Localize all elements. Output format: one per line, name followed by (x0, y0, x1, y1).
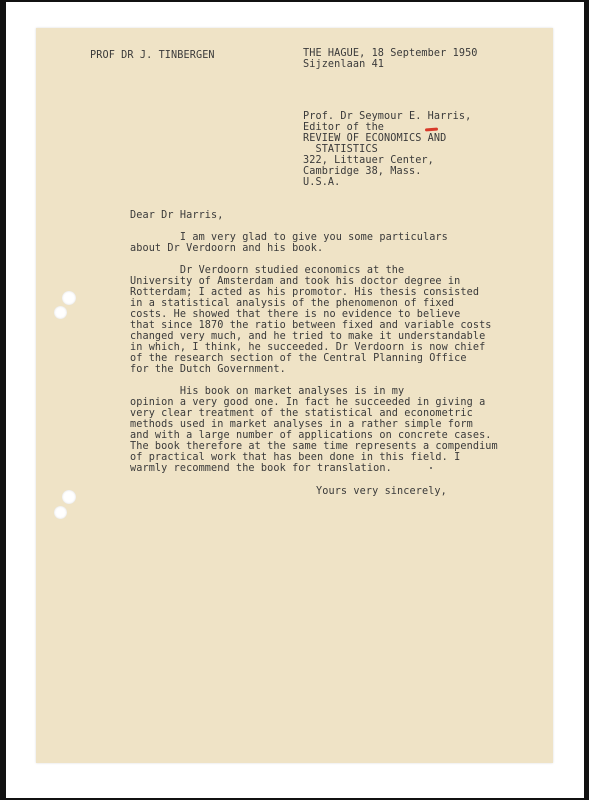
body-line: warmly recommend the book for translation. (130, 463, 392, 474)
body-line: in which, I think, he succeeded. Dr Verdoorn is now chief (130, 342, 486, 353)
recipient-line: Prof. Dr Seymour E. Harris, (303, 111, 472, 122)
recipient-line: STATISTICS (303, 144, 378, 155)
body-line: I am very glad to give you some particulars (130, 232, 448, 243)
body-line: The book therefore at the same time represents a compendium (130, 441, 498, 452)
body-line: that since 1870 the ratio between fixed and variable costs (130, 320, 492, 331)
body-line: very clear treatment of the statistical and econometric (130, 408, 473, 419)
body-line: Dr Verdoorn studied economics at the (130, 265, 405, 276)
body-line: of practical work that has been done in this field. I (130, 452, 461, 463)
body-line: University of Amsterdam and took his doctor degree in (130, 276, 461, 287)
punch-hole-bottom-a (62, 490, 76, 504)
recipient-line: 322, Littauer Center, (303, 155, 434, 166)
street-address: Sijzenlaan 41 (303, 59, 385, 70)
closing: Yours very sincerely, (316, 486, 447, 497)
body-line: costs. He showed that there is no evidence to believe (130, 309, 461, 320)
body-line: of the research section of the Central Planning Office (130, 353, 467, 364)
sender-name: PROF DR J. TINBERGEN (90, 50, 215, 61)
body-line: about Dr Verdoorn and his book. (130, 243, 324, 254)
body-line: for the Dutch Government. (130, 364, 286, 375)
recipient-line: Cambridge 38, Mass. (303, 166, 422, 177)
place-date: THE HAGUE, 18 September 1950 (303, 48, 478, 59)
body-line: and with a large number of applications on concrete cases. (130, 430, 492, 441)
body-line: His book on market analyses is in my (130, 386, 405, 397)
recipient-line: U.S.A. (303, 177, 341, 188)
salutation: Dear Dr Harris, (130, 210, 224, 221)
body-line: Rotterdam; I acted as his promotor. His thesis consisted (130, 287, 480, 298)
punch-hole-top-b (54, 306, 67, 319)
punch-hole-top-a (62, 291, 76, 305)
body-line: methods used in market analyses in a rather simple form (130, 419, 473, 430)
body-line: opinion a very good one. In fact he succeeded in giving a (130, 397, 486, 408)
stray-ink-dot (430, 467, 432, 469)
punch-hole-bottom-b (54, 506, 67, 519)
body-line: changed very much, and he tried to make it understandable (130, 331, 486, 342)
recipient-line: REVIEW OF ECONOMICS AND (303, 133, 447, 144)
body-line: in a statistical analysis of the phenomenon of fixed (130, 298, 455, 309)
recipient-line: Editor of the (303, 122, 385, 133)
